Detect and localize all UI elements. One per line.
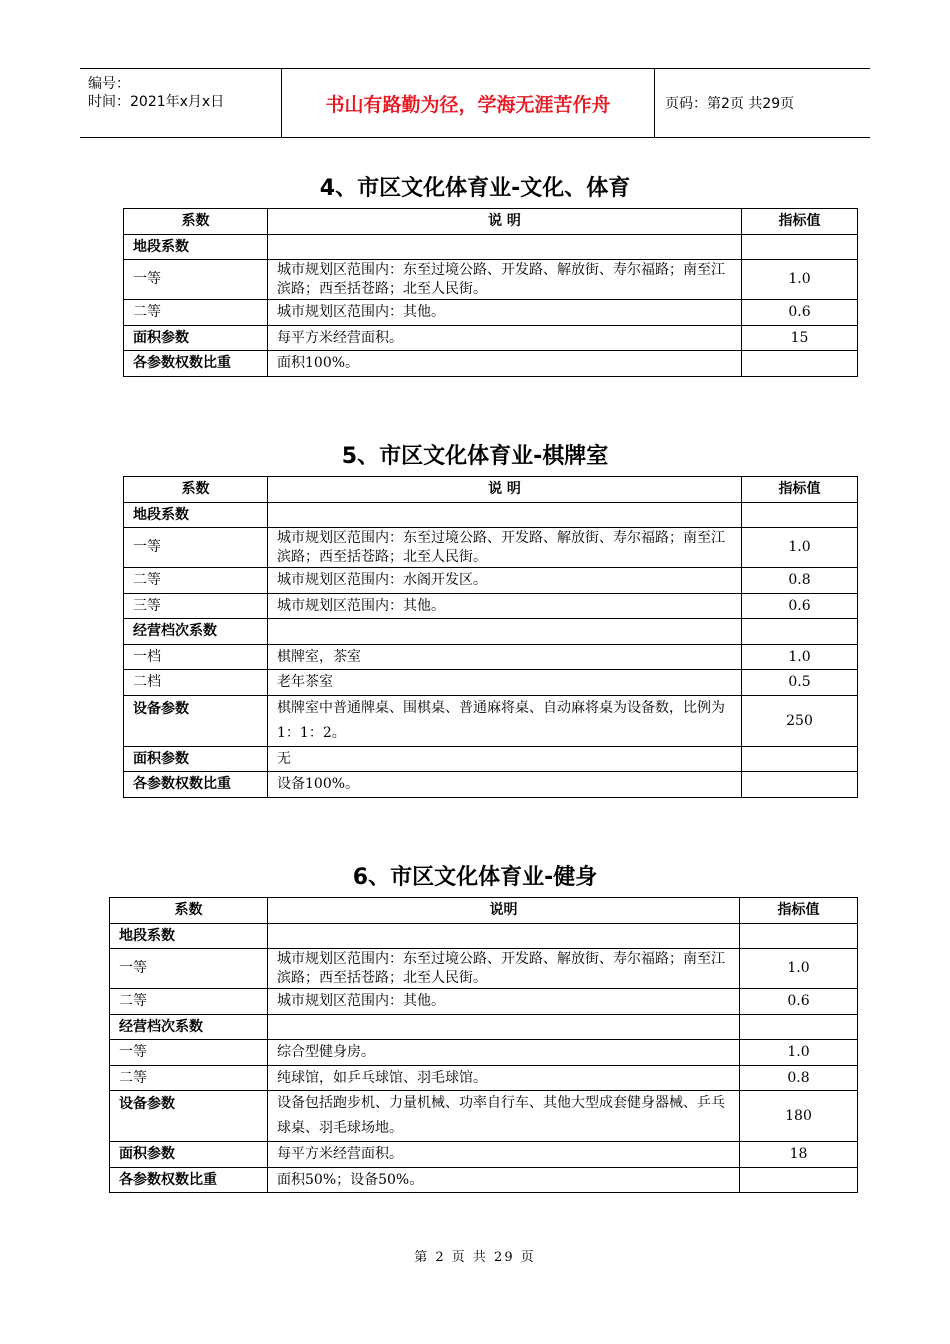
row-value: 0.5 bbox=[742, 670, 858, 696]
row-value bbox=[742, 619, 858, 645]
column-header: 说 明 bbox=[268, 477, 742, 503]
column-header: 系数 bbox=[124, 209, 268, 235]
table-header-row bbox=[124, 477, 858, 503]
row-value bbox=[742, 351, 858, 377]
row-desc: 城市规划区范围内：其他。 bbox=[268, 989, 740, 1015]
table-row bbox=[124, 747, 858, 772]
row-value: 250 bbox=[742, 696, 858, 747]
row-name: 地段系数 bbox=[110, 924, 268, 949]
column-header: 指标值 bbox=[740, 898, 858, 924]
row-name: 一等 bbox=[110, 1040, 268, 1066]
row-desc: 城市规划区范围内：东至过境公路、开发路、解放街、寿尔福路；南至江滨路；西至括苍路；北至人民街。 bbox=[268, 528, 742, 568]
row-name: 一等 bbox=[110, 949, 268, 989]
row-value: 0.8 bbox=[740, 1066, 858, 1091]
column-header: 系数 bbox=[110, 898, 268, 924]
row-name: 各参数权数比重 bbox=[110, 1168, 268, 1193]
page-header bbox=[80, 68, 870, 138]
coefficient-table bbox=[123, 208, 858, 377]
table-row bbox=[110, 949, 858, 989]
row-value bbox=[742, 772, 858, 798]
row-name: 面积参数 bbox=[124, 747, 268, 772]
row-desc: 设备100%。 bbox=[268, 772, 742, 798]
table-row bbox=[124, 260, 858, 300]
row-value: 0.6 bbox=[742, 300, 858, 326]
table-row bbox=[124, 772, 858, 798]
header-meta bbox=[80, 69, 282, 137]
row-name: 二等 bbox=[110, 1066, 268, 1091]
row-value: 0.6 bbox=[740, 989, 858, 1015]
row-desc: 纯球馆，如乒乓球馆、羽毛球馆。 bbox=[268, 1066, 740, 1091]
table-row bbox=[124, 696, 858, 747]
table-header-row bbox=[110, 898, 858, 924]
row-desc: 棋牌室，茶室 bbox=[268, 645, 742, 670]
row-value: 15 bbox=[742, 326, 858, 351]
column-header: 说明 bbox=[268, 898, 740, 924]
row-value: 1.0 bbox=[742, 645, 858, 670]
table-row bbox=[124, 528, 858, 568]
column-header: 指标值 bbox=[742, 209, 858, 235]
row-value bbox=[742, 747, 858, 772]
row-value: 1.0 bbox=[740, 949, 858, 989]
row-desc: 城市规划区范围内：东至过境公路、开发路、解放街、寿尔福路；南至江滨路；西至括苍路；北至人民街。 bbox=[268, 949, 740, 989]
page-footer: 第 2 页 共 29 页 bbox=[414, 1250, 536, 1265]
table-row bbox=[124, 326, 858, 351]
row-value: 1.0 bbox=[742, 260, 858, 300]
table-row bbox=[124, 300, 858, 326]
row-name: 地段系数 bbox=[124, 235, 268, 260]
table-row bbox=[124, 619, 858, 645]
row-name: 地段系数 bbox=[124, 503, 268, 528]
row-name: 一等 bbox=[124, 528, 268, 568]
table-row bbox=[110, 1066, 858, 1091]
row-name: 三等 bbox=[124, 594, 268, 619]
row-value: 0.8 bbox=[742, 568, 858, 594]
row-desc: 城市规划区范围内：其他。 bbox=[268, 300, 742, 326]
table-row bbox=[110, 1040, 858, 1066]
table-row bbox=[124, 670, 858, 696]
table-row bbox=[110, 1142, 858, 1168]
row-value: 1.0 bbox=[740, 1040, 858, 1066]
table-row bbox=[124, 503, 858, 528]
coefficient-table bbox=[123, 476, 858, 798]
row-name: 面积参数 bbox=[110, 1142, 268, 1168]
row-desc: 面积100%。 bbox=[268, 351, 742, 377]
row-value bbox=[742, 503, 858, 528]
row-desc bbox=[268, 503, 742, 528]
row-desc: 棋牌室中普通牌桌、围棋桌、普通麻将桌、自动麻将桌为设备数，比例为1：1：2。 bbox=[268, 696, 742, 747]
row-desc: 城市规划区范围内：其他。 bbox=[268, 594, 742, 619]
table-row bbox=[110, 1015, 858, 1040]
coefficient-table bbox=[109, 897, 858, 1193]
row-name: 经营档次系数 bbox=[124, 619, 268, 645]
row-desc bbox=[268, 1015, 740, 1040]
row-desc bbox=[268, 235, 742, 260]
row-desc bbox=[268, 619, 742, 645]
row-value: 0.6 bbox=[742, 594, 858, 619]
document-time: 时间：2021年x月x日 bbox=[88, 94, 225, 110]
header-motto: 书山有路勤为径，学海无涯苦作舟 bbox=[282, 69, 655, 137]
table-row bbox=[110, 924, 858, 949]
document-number: 编号： bbox=[88, 76, 130, 92]
header-page-info: 页码：第2页 共29页 bbox=[665, 96, 795, 112]
row-name: 设备参数 bbox=[110, 1091, 268, 1142]
row-value bbox=[740, 924, 858, 949]
row-name: 一档 bbox=[124, 645, 268, 670]
table-row bbox=[110, 1091, 858, 1142]
column-header: 说 明 bbox=[268, 209, 742, 235]
table-row bbox=[110, 989, 858, 1015]
row-desc: 综合型健身房。 bbox=[268, 1040, 740, 1066]
row-desc: 城市规划区范围内：水阁开发区。 bbox=[268, 568, 742, 594]
row-name: 各参数权数比重 bbox=[124, 772, 268, 798]
section-title: 4、市区文化体育业-文化、体育 bbox=[319, 176, 631, 201]
row-value bbox=[740, 1168, 858, 1193]
row-name: 各参数权数比重 bbox=[124, 351, 268, 377]
row-value: 18 bbox=[740, 1142, 858, 1168]
table-row bbox=[110, 1168, 858, 1193]
column-header: 指标值 bbox=[742, 477, 858, 503]
table-row bbox=[124, 351, 858, 377]
table-row bbox=[124, 568, 858, 594]
row-name: 经营档次系数 bbox=[110, 1015, 268, 1040]
column-header: 系数 bbox=[124, 477, 268, 503]
row-desc: 每平方米经营面积。 bbox=[268, 326, 742, 351]
section-title: 6、市区文化体育业-健身 bbox=[352, 865, 598, 890]
row-name: 一等 bbox=[124, 260, 268, 300]
section-title: 5、市区文化体育业-棋牌室 bbox=[341, 444, 609, 469]
row-value bbox=[742, 235, 858, 260]
row-desc: 城市规划区范围内：东至过境公路、开发路、解放街、寿尔福路；南至江滨路；西至括苍路；北至人民街。 bbox=[268, 260, 742, 300]
row-desc: 面积50%；设备50%。 bbox=[268, 1168, 740, 1193]
row-name: 面积参数 bbox=[124, 326, 268, 351]
table-row bbox=[124, 235, 858, 260]
row-value: 180 bbox=[740, 1091, 858, 1142]
table-row bbox=[124, 594, 858, 619]
table-header-row bbox=[124, 209, 858, 235]
row-name: 二等 bbox=[124, 300, 268, 326]
table-row bbox=[124, 645, 858, 670]
row-desc bbox=[268, 924, 740, 949]
row-name: 二档 bbox=[124, 670, 268, 696]
row-name: 二等 bbox=[110, 989, 268, 1015]
row-desc: 老年茶室 bbox=[268, 670, 742, 696]
row-desc: 设备包括跑步机、力量机械、功率自行车、其他大型成套健身器械、乒乓球桌、羽毛球场地。 bbox=[268, 1091, 740, 1142]
row-desc: 无 bbox=[268, 747, 742, 772]
row-desc: 每平方米经营面积。 bbox=[268, 1142, 740, 1168]
row-name: 设备参数 bbox=[124, 696, 268, 747]
row-name: 二等 bbox=[124, 568, 268, 594]
row-value: 1.0 bbox=[742, 528, 858, 568]
row-value bbox=[740, 1015, 858, 1040]
